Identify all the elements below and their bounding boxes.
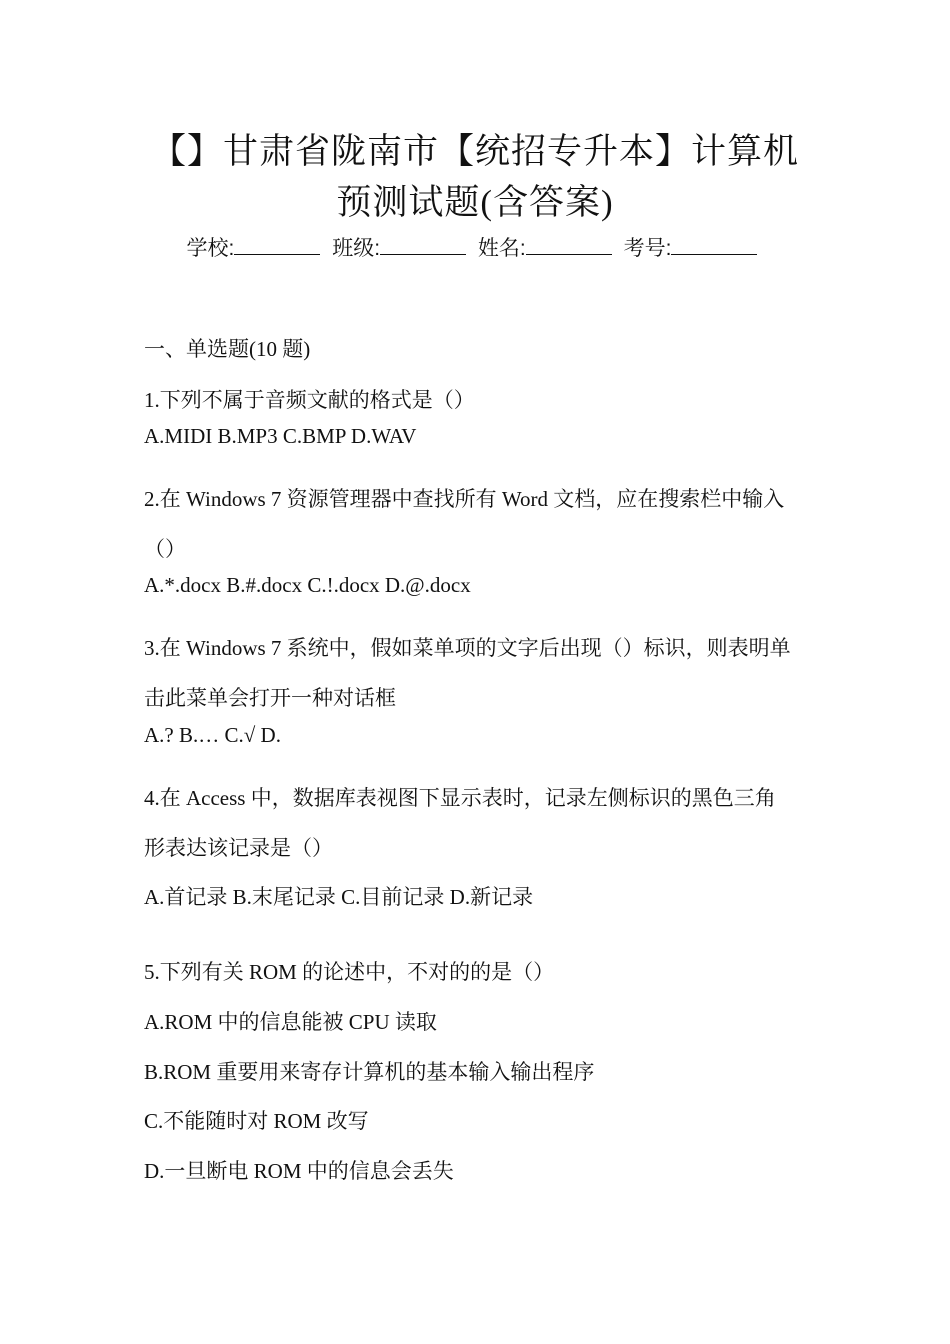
question-2-stem-continued: （） [144, 537, 186, 561]
exam-number-blank [671, 234, 757, 255]
question-2-options: A.*.docx B.#.docx C.!.docx D.@.docx [144, 573, 471, 597]
question-3-stem: 3.在 Windows 7 系统中，假如菜单项的文字后出现（）标识，则表明单 [144, 636, 791, 660]
question-5-option-a: A.ROM 中的信息能被 CPU 读取 [144, 1010, 437, 1034]
question-5-option-b: B.ROM 重要用来寄存计算机的基本输入输出程序 [144, 1060, 595, 1084]
question-4-stem: 4.在 Access 中，数据库表视图下显示表时，记录左侧标识的黑色三角 [144, 786, 776, 810]
question-3-options: A.? B.… C.√ D. [144, 723, 281, 747]
name-blank [526, 234, 612, 255]
class-blank [380, 234, 466, 255]
question-5-option-c: C.不能随时对 ROM 改写 [144, 1109, 369, 1133]
school-label: 学校: [186, 237, 235, 260]
question-5-option-d: D.一旦断电 ROM 中的信息会丢失 [144, 1159, 454, 1183]
question-5-stem: 5.下列有关 ROM 的论述中，不对的的是（） [144, 960, 555, 984]
document-title-line-1: 【】甘肃省陇南市【统招专升本】计算机 [150, 132, 799, 171]
student-info-row [100, 233, 850, 265]
exam-number-label: 考号: [623, 237, 672, 260]
document-title-line-2: 预测试题(含答案) [336, 183, 614, 222]
question-4-options: A.首记录 B.末尾记录 C.目前记录 D.新记录 [144, 885, 534, 909]
question-1-options: A.MIDI B.MP3 C.BMP D.WAV [144, 424, 417, 448]
question-1-stem: 1.下列不属于音频文献的格式是（） [144, 388, 475, 412]
question-4-stem-continued: 形表达该记录是（） [144, 836, 333, 860]
class-label: 班级: [332, 237, 381, 260]
school-blank [234, 234, 320, 255]
name-label: 姓名: [477, 237, 526, 260]
question-3-stem-continued: 击此菜单会打开一种对话框 [144, 686, 396, 710]
question-2-stem: 2.在 Windows 7 资源管理器中查找所有 Word 文档，应在搜索栏中输入 [144, 487, 785, 511]
section-heading: 一、单选题(10 题) [144, 337, 311, 361]
